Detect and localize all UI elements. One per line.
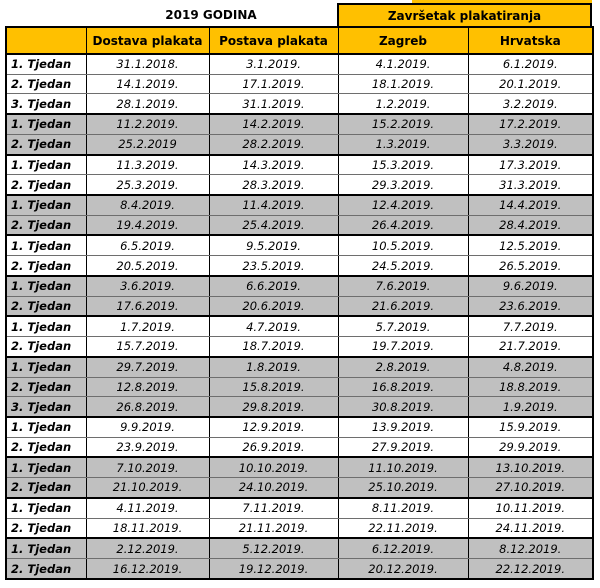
- date-cell: 31.1.2018.: [86, 54, 209, 74]
- table-row: [6, 74, 593, 94]
- table-row: [6, 175, 593, 195]
- date-cell: 23.9.2019.: [86, 437, 209, 457]
- date-cell: 4.8.2019.: [468, 357, 593, 377]
- date-cell: 14.4.2019.: [468, 195, 593, 215]
- date-cell: 29.9.2019.: [468, 437, 593, 457]
- date-cell: 28.3.2019.: [209, 175, 338, 195]
- column-header-dostava: Dostava plakata: [86, 27, 209, 54]
- date-cell: 12.5.2019.: [468, 235, 593, 255]
- date-cell: 12.9.2019.: [209, 417, 338, 437]
- date-cell: 7.6.2019.: [338, 276, 468, 296]
- date-cell: 29.8.2019.: [209, 397, 338, 417]
- table-row: [6, 478, 593, 498]
- date-cell: 11.4.2019.: [209, 195, 338, 215]
- date-cell: 10.11.2019.: [468, 498, 593, 518]
- date-cell: 6.1.2019.: [468, 54, 593, 74]
- table-row: [6, 337, 593, 357]
- date-cell: 4.7.2019.: [209, 316, 338, 336]
- date-cell: 12.4.2019.: [338, 195, 468, 215]
- year-title: 2019 GODINA: [165, 7, 257, 22]
- table-body: [6, 54, 593, 579]
- date-cell: 18.7.2019.: [209, 337, 338, 357]
- date-cell: 26.5.2019.: [468, 256, 593, 276]
- table-row: [6, 276, 593, 296]
- date-cell: 21.7.2019.: [468, 337, 593, 357]
- table-row: [6, 498, 593, 518]
- table-row: [6, 296, 593, 316]
- column-header-row: [6, 27, 593, 54]
- week-label: 2. Tjedan: [6, 175, 86, 195]
- schedule-table: [5, 26, 594, 580]
- date-cell: 21.10.2019.: [86, 478, 209, 498]
- date-cell: 1.7.2019.: [86, 316, 209, 336]
- date-cell: 7.11.2019.: [209, 498, 338, 518]
- date-cell: 19.12.2019.: [209, 559, 338, 579]
- date-cell: 17.1.2019.: [209, 74, 338, 94]
- week-label: 3. Tjedan: [6, 94, 86, 114]
- week-label: 2. Tjedan: [6, 478, 86, 498]
- week-label: 2. Tjedan: [6, 296, 86, 316]
- table-row: [6, 134, 593, 154]
- date-cell: 13.10.2019.: [468, 457, 593, 477]
- date-cell: 20.6.2019.: [209, 296, 338, 316]
- table-row: [6, 457, 593, 477]
- week-label: 2. Tjedan: [6, 134, 86, 154]
- date-cell: 26.8.2019.: [86, 397, 209, 417]
- column-header-postava: Postava plakata: [209, 27, 338, 54]
- date-cell: 12.8.2019.: [86, 377, 209, 397]
- date-cell: 6.5.2019.: [86, 235, 209, 255]
- date-cell: 17.2.2019.: [468, 114, 593, 134]
- table-row: [6, 94, 593, 114]
- date-cell: 27.10.2019.: [468, 478, 593, 498]
- week-label: 2. Tjedan: [6, 74, 86, 94]
- date-cell: 4.11.2019.: [86, 498, 209, 518]
- date-cell: 6.6.2019.: [209, 276, 338, 296]
- date-cell: 10.10.2019.: [209, 457, 338, 477]
- column-header-hrvatska: Hrvatska: [468, 27, 593, 54]
- date-cell: 2.8.2019.: [338, 357, 468, 377]
- date-cell: 1.9.2019.: [468, 397, 593, 417]
- date-cell: 23.6.2019.: [468, 296, 593, 316]
- date-cell: 8.11.2019.: [338, 498, 468, 518]
- week-label: 1. Tjedan: [6, 498, 86, 518]
- date-cell: 2.12.2019.: [86, 538, 209, 558]
- date-cell: 21.6.2019.: [338, 296, 468, 316]
- table-row: [6, 559, 593, 579]
- week-label: 2. Tjedan: [6, 437, 86, 457]
- table-row: [6, 155, 593, 175]
- date-cell: 14.3.2019.: [209, 155, 338, 175]
- date-cell: 5.7.2019.: [338, 316, 468, 336]
- date-cell: 25.4.2019.: [209, 215, 338, 235]
- table-row: [6, 256, 593, 276]
- date-cell: 20.12.2019.: [338, 559, 468, 579]
- date-cell: 4.1.2019.: [338, 54, 468, 74]
- date-cell: 3.1.2019.: [209, 54, 338, 74]
- week-label: 2. Tjedan: [6, 337, 86, 357]
- date-cell: 3.3.2019.: [468, 134, 593, 154]
- date-cell: 28.1.2019.: [86, 94, 209, 114]
- date-cell: 26.4.2019.: [338, 215, 468, 235]
- date-cell: 9.6.2019.: [468, 276, 593, 296]
- date-cell: 17.6.2019.: [86, 296, 209, 316]
- date-cell: 27.9.2019.: [338, 437, 468, 457]
- table-row: [6, 54, 593, 74]
- date-cell: 25.2.2019: [86, 134, 209, 154]
- date-cell: 30.8.2019.: [338, 397, 468, 417]
- table-row: [6, 215, 593, 235]
- date-cell: 15.8.2019.: [209, 377, 338, 397]
- date-cell: 1.8.2019.: [209, 357, 338, 377]
- week-label: 2. Tjedan: [6, 215, 86, 235]
- week-label: 2. Tjedan: [6, 256, 86, 276]
- date-cell: 7.7.2019.: [468, 316, 593, 336]
- week-label: 2. Tjedan: [6, 377, 86, 397]
- date-cell: 19.7.2019.: [338, 337, 468, 357]
- date-cell: 11.10.2019.: [338, 457, 468, 477]
- date-cell: 1.2.2019.: [338, 94, 468, 114]
- column-header-empty: [6, 27, 86, 54]
- date-cell: 3.6.2019.: [86, 276, 209, 296]
- date-cell: 3.2.2019.: [468, 94, 593, 114]
- date-cell: 25.3.2019.: [86, 175, 209, 195]
- date-cell: 24.5.2019.: [338, 256, 468, 276]
- date-cell: 22.11.2019.: [338, 518, 468, 538]
- date-cell: 19.4.2019.: [86, 215, 209, 235]
- date-cell: 20.5.2019.: [86, 256, 209, 276]
- week-label: 3. Tjedan: [6, 397, 86, 417]
- week-label: 1. Tjedan: [6, 357, 86, 377]
- date-cell: 31.1.2019.: [209, 94, 338, 114]
- date-cell: 29.3.2019.: [338, 175, 468, 195]
- table-title-row: [5, 3, 592, 26]
- date-cell: 22.12.2019.: [468, 559, 593, 579]
- table-row: [6, 195, 593, 215]
- date-cell: 18.8.2019.: [468, 377, 593, 397]
- date-cell: 5.12.2019.: [209, 538, 338, 558]
- date-cell: 24.10.2019.: [209, 478, 338, 498]
- table-row: [6, 518, 593, 538]
- date-cell: 16.8.2019.: [338, 377, 468, 397]
- week-label: 1. Tjedan: [6, 457, 86, 477]
- date-cell: 11.3.2019.: [86, 155, 209, 175]
- date-cell: 18.1.2019.: [338, 74, 468, 94]
- table-row: [6, 397, 593, 417]
- table-row: [6, 538, 593, 558]
- week-label: 1. Tjedan: [6, 538, 86, 558]
- completion-title: Završetak plakatiranja: [337, 3, 592, 27]
- date-cell: 15.3.2019.: [338, 155, 468, 175]
- date-cell: 9.5.2019.: [209, 235, 338, 255]
- date-cell: 8.12.2019.: [468, 538, 593, 558]
- date-cell: 21.11.2019.: [209, 518, 338, 538]
- table-row: [6, 377, 593, 397]
- table-row: [6, 316, 593, 336]
- date-cell: 14.1.2019.: [86, 74, 209, 94]
- date-cell: 14.2.2019.: [209, 114, 338, 134]
- week-label: 2. Tjedan: [6, 559, 86, 579]
- date-cell: 18.11.2019.: [86, 518, 209, 538]
- date-cell: 17.3.2019.: [468, 155, 593, 175]
- date-cell: 7.10.2019.: [86, 457, 209, 477]
- week-label: 1. Tjedan: [6, 195, 86, 215]
- date-cell: 8.4.2019.: [86, 195, 209, 215]
- table-row: [6, 235, 593, 255]
- date-cell: 31.3.2019.: [468, 175, 593, 195]
- table-row: [6, 357, 593, 377]
- week-label: 1. Tjedan: [6, 316, 86, 336]
- date-cell: 6.12.2019.: [338, 538, 468, 558]
- date-cell: 11.2.2019.: [86, 114, 209, 134]
- date-cell: 25.10.2019.: [338, 478, 468, 498]
- table-row: [6, 437, 593, 457]
- week-label: 1. Tjedan: [6, 54, 86, 74]
- week-label: 1. Tjedan: [6, 155, 86, 175]
- date-cell: 28.2.2019.: [209, 134, 338, 154]
- table-row: [6, 417, 593, 437]
- date-cell: 16.12.2019.: [86, 559, 209, 579]
- date-cell: 29.7.2019.: [86, 357, 209, 377]
- date-cell: 28.4.2019.: [468, 215, 593, 235]
- date-cell: 10.5.2019.: [338, 235, 468, 255]
- date-cell: 23.5.2019.: [209, 256, 338, 276]
- date-cell: 15.7.2019.: [86, 337, 209, 357]
- date-cell: 13.9.2019.: [338, 417, 468, 437]
- week-label: 1. Tjedan: [6, 235, 86, 255]
- date-cell: 9.9.2019.: [86, 417, 209, 437]
- week-label: 1. Tjedan: [6, 114, 86, 134]
- week-label: 2. Tjedan: [6, 518, 86, 538]
- date-cell: 15.2.2019.: [338, 114, 468, 134]
- column-header-zagreb: Zagreb: [338, 27, 468, 54]
- date-cell: 1.3.2019.: [338, 134, 468, 154]
- week-label: 1. Tjedan: [6, 276, 86, 296]
- week-label: 1. Tjedan: [6, 417, 86, 437]
- date-cell: 20.1.2019.: [468, 74, 593, 94]
- date-cell: 24.11.2019.: [468, 518, 593, 538]
- table-row: [6, 114, 593, 134]
- date-cell: 26.9.2019.: [209, 437, 338, 457]
- date-cell: 15.9.2019.: [468, 417, 593, 437]
